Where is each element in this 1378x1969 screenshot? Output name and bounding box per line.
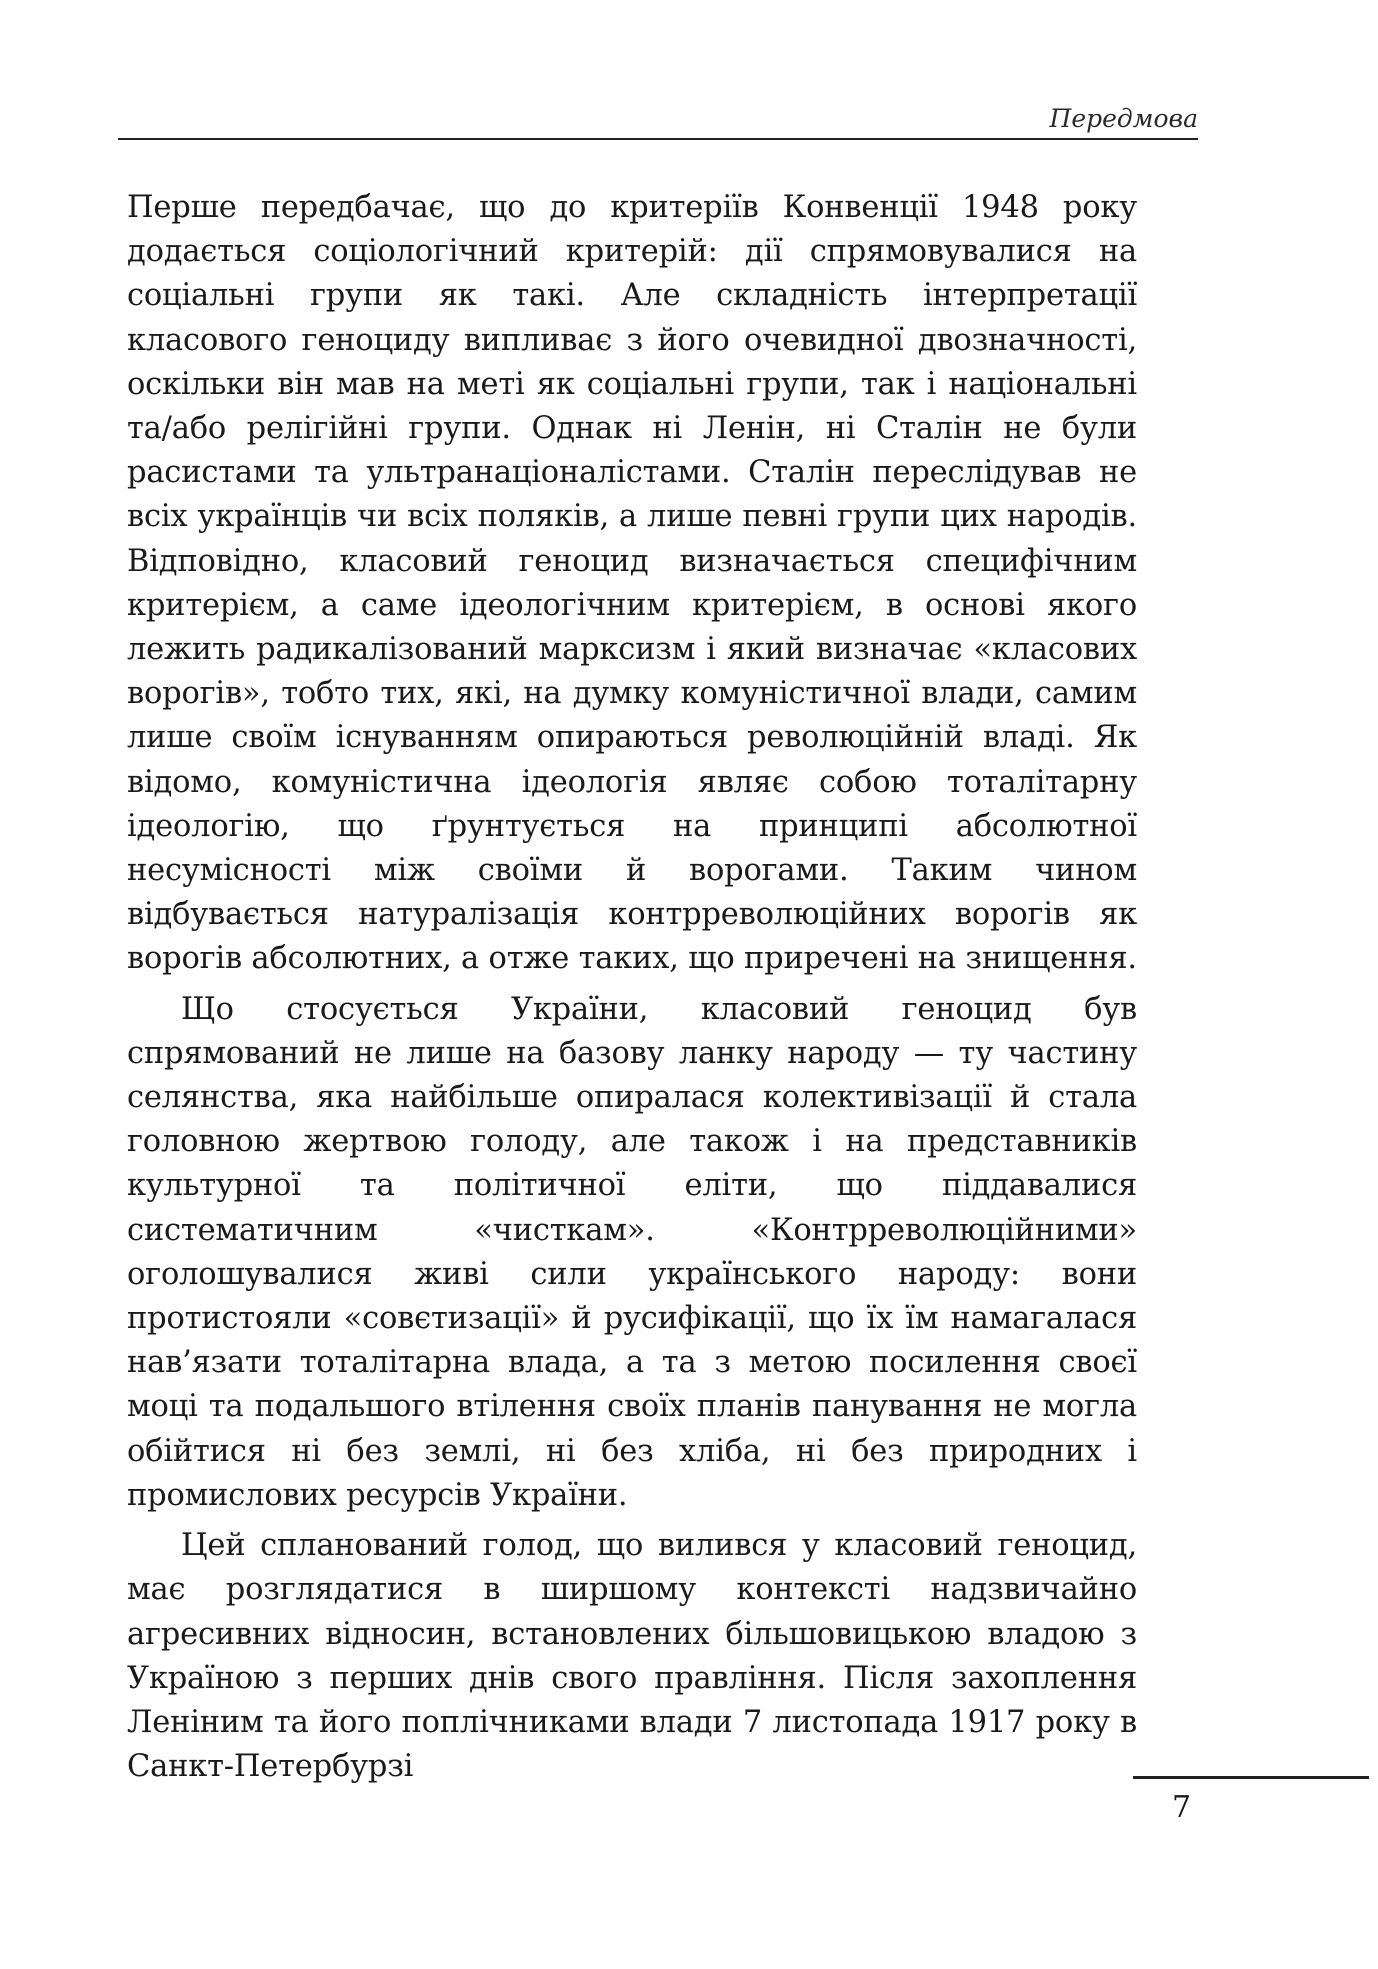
paragraph-2: Що стосується України, класовий геноцид був спрямований не лише на базову ланку народу — ту частину селянства, яка найбільше опиралася колективізації й стала головною жертвою голоду, але також і на представників культурної та політичної еліти, що піддавалися систематичним «чисткам». «Контрреволюційними» оголошувалися живі сили українського народу: вони протистояли «совєтизації» й русифікації, що їх їм намагалася нав’язати тоталітарна влада, а та з метою посилення своєї моці та подальшого втілення своїх планів панування не могла обійтися ні без землі, ні без хліба, ні без природних і промислових ресурсів України. bbox=[127, 991, 1137, 1513]
paragraph-3: Цей спланований голод, що вилився у класовий геноцид, має розглядатися в ширшому контексті надзвичайно агресивних відносин, встановлених більшовицькою владою з Україною з перших днів свого правління. Після захоплення Леніним та його поплічниками влади 7 листопада 1917 року в Санкт-Петербурзі bbox=[127, 1528, 1137, 1785]
header-rule bbox=[118, 138, 1198, 140]
body-text bbox=[127, 186, 1137, 1789]
running-header-title: Передмова bbox=[1049, 104, 1198, 133]
footer-rule bbox=[1133, 1776, 1369, 1779]
page-number: 7 bbox=[1172, 1790, 1192, 1825]
paragraph-1: Перше передбачає, що до критеріїв Конвенції 1948 року додається соціологічний критерій: дії спрямовувалися на соціальні групи як такі. Але складність інтерпретації класового геноциду випливає з його очевидної двозначності, оскільки він мав на меті як соціальні групи, так і національні та/або релігійні групи. Однак ні Ленін, ні Сталін не були расистами та ультранаціоналістами. Сталін переслідував не всіх українців чи всіх поляків, а лише певні групи цих народів. Відповідно, класовий геноцид визначається специфічним критерієм, а саме ідеологічним критерієм, в основі якого лежить радикалізований марксизм і який визначає «класових ворогів», тобто тих, які, на думку комуністичної влади, самим лише своїм існуванням опираються революційній владі. Як відомо, комуністична ідеологія являє собою тоталітарну ідеологію, що ґрунтується на принципі абсолютної несумісності між своїми й ворогами. Таким чином відбувається натуралізація контрреволюційних ворогів як ворогів абсолютних, а отже таких, що приречені на знищення. bbox=[127, 190, 1137, 977]
running-header bbox=[118, 100, 1198, 140]
